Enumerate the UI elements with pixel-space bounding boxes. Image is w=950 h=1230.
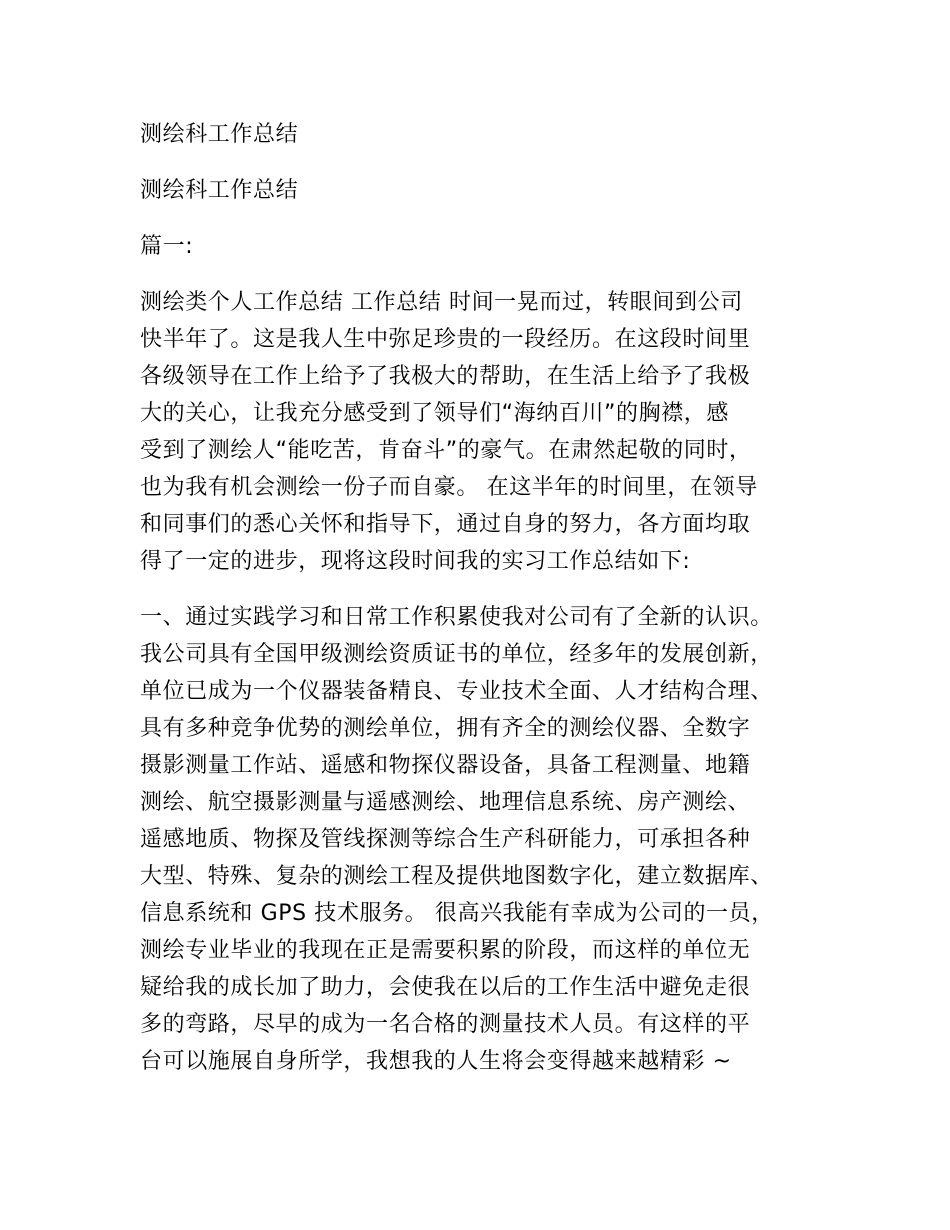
paragraph-line: 得了一定的进步，现将这段时间我的实习工作总结如下:	[140, 549, 691, 574]
paragraph-line: 一、通过实践学习和日常工作积累使我对公司有了全新的认识。	[140, 605, 773, 630]
paragraph-line: 大型、特殊、复杂的测绘工程及提供地图数字化，建立数据库、	[140, 864, 773, 889]
paragraph-line: 和同事们的悉心关怀和指导下，通过自身的努力，各方面均取	[140, 512, 751, 537]
paragraph-line: 单位已成为一个仪器装备精良、专业技术全面、人才结构合理、	[140, 679, 773, 704]
paragraph-line: 大的关心，让我充分感受到了领导们“海纳百川”的胸襟，感	[140, 401, 729, 426]
paragraph-line: 各级领导在工作上给予了我极大的帮助，在生活上给予了我极	[140, 364, 751, 389]
paragraph-line: 受到了测绘人“能吃苦，肯奋斗”的豪气。在肃然起敬的同时，	[140, 438, 752, 463]
paragraph-line: 多的弯路，尽早的成为一名合格的测量技术人员。有这样的平	[140, 1012, 751, 1037]
paragraph-line: 疑给我的成长加了助力，会使我在以后的工作生活中避免走很	[140, 975, 751, 1000]
document-subtitle: 测绘科工作总结	[140, 178, 299, 203]
paragraph-line: 我公司具有全国甲级测绘资质证书的单位，经多年的发展创新，	[140, 642, 773, 667]
section-label: 篇一:	[140, 234, 194, 259]
paragraph-line: 台可以施展自身所学，我想我的人生将会变得越来越精彩 ~	[140, 1049, 732, 1074]
paragraph-line: 具有多种竞争优势的测绘单位，拥有齐全的测绘仪器、全数字	[140, 716, 751, 741]
paragraph-line: 测绘专业毕业的我现在正是需要积累的阶段，而这样的单位无	[140, 938, 751, 963]
paragraph-line: 摄影测量工作站、遥感和物探仪器设备，具备工程测量、地籍	[140, 753, 751, 778]
paragraph-line: 信息系统和 GPS 技术服务。 很高兴我能有幸成为公司的一员，	[140, 901, 774, 926]
paragraph-line: 也为我有机会测绘一份子而自豪。 在这半年的时间里，在领导	[140, 475, 758, 500]
paragraph-line: 测绘类个人工作总结 工作总结 时间一晃而过，转眼间到公司	[140, 290, 743, 315]
document-title: 测绘科工作总结	[140, 122, 299, 147]
paragraph-line: 测绘、航空摄影测量与遥感测绘、地理信息系统、房产测绘、	[140, 790, 751, 815]
paragraph-line: 遥感地质、物探及管线探测等综合生产科研能力，可承担各种	[140, 827, 751, 852]
paragraph-line: 快半年了。这是我人生中弥足珍贵的一段经历。在这段时间里	[140, 327, 751, 352]
